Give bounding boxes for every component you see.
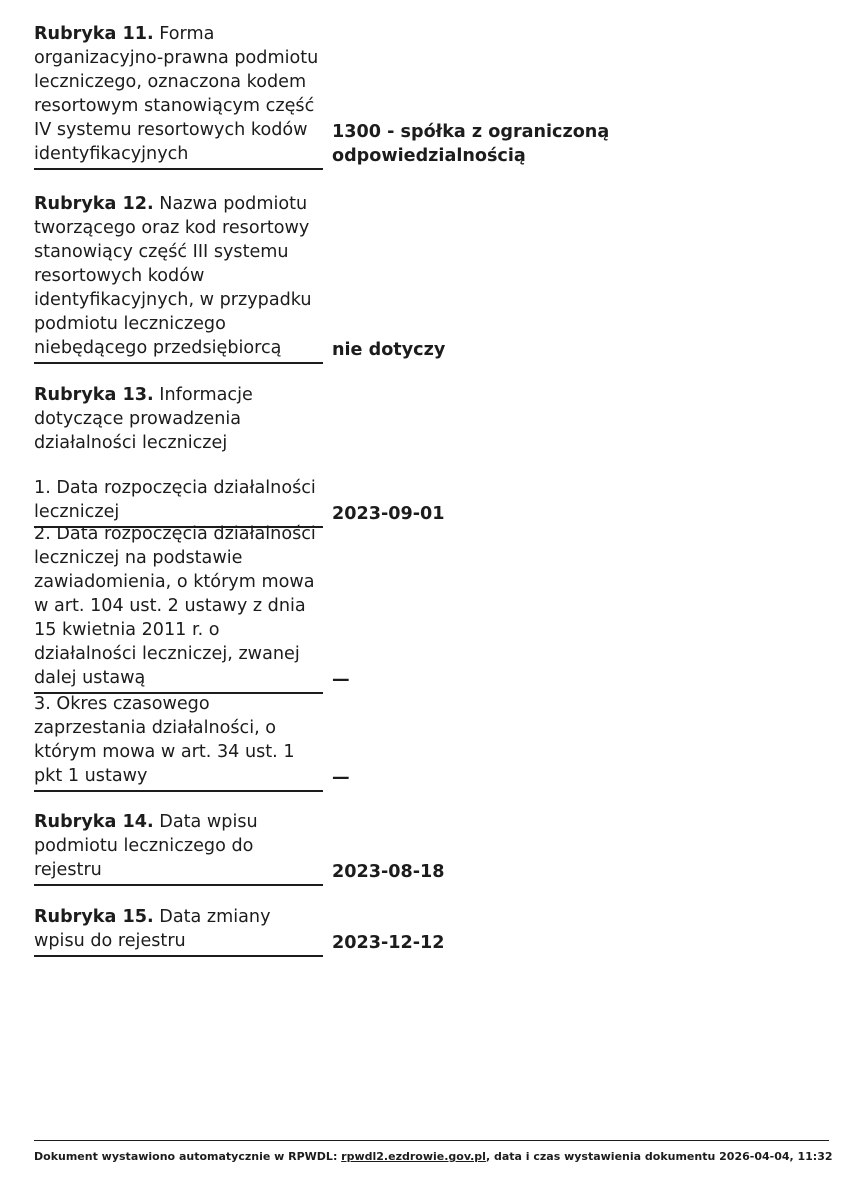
rubryka-12-text: Nazwa podmiotu tworzącego oraz kod resortowy stanowiący część III systemu resortowych kodów identyfikacyjnych, w przypadku podmiotu leczniczego niebędącego przedsiębiorcą — [34, 194, 312, 358]
rubryka-14-value: 2023-08-18 — [332, 862, 445, 882]
footer-link[interactable]: rpwdl2.ezdrowie.gov.pl — [341, 1150, 486, 1163]
rubryka-13-item-1-label: 1. Data rozpoczęcia działalności leczniczej — [34, 476, 323, 528]
footer-suffix: , data i czas wystawienia dokumentu 2026-04-04, 11:32 — [485, 1150, 833, 1163]
rubryka-11-title: Rubryka 11. — [34, 24, 154, 44]
rubryka-11-row — [34, 20, 674, 170]
rubryka-11-label — [34, 22, 323, 170]
rubryka-14-label — [34, 810, 323, 886]
rubryka-12-row — [34, 190, 674, 364]
rubryka-15-value: 2023-12-12 — [332, 933, 445, 953]
rubryka-15-title: Rubryka 15. — [34, 907, 154, 927]
rubryka-13-item-2-label: 2. Data rozpoczęcia działalności leczniczej na podstawie zawiadomienia, o którym mowa w art. 104 ust. 2 ustawy z dnia 15 kwietnia 2011 r. o działalności leczniczej, zwanej dalej ustawą — [34, 522, 323, 694]
rubryka-12-value: nie dotyczy — [332, 340, 446, 360]
rubryka-13-item-3-value: — — [332, 768, 350, 788]
rubryka-15-label — [34, 905, 323, 957]
rubryka-13-item-1-row — [34, 476, 674, 528]
rubryka-13-heading — [34, 383, 323, 455]
footer-prefix: Dokument wystawiono automatycznie w RPWDL: — [34, 1150, 342, 1163]
rubryka-13-item-3-row — [34, 694, 674, 792]
rubryka-13-item-2-value: — — [332, 670, 350, 690]
rubryka-14-text: Data wpisu podmiotu leczniczego do rejestru — [34, 812, 258, 880]
rubryka-12-title: Rubryka 12. — [34, 194, 154, 214]
rubryka-12-label — [34, 192, 323, 364]
rubryka-13-item-2-row — [34, 524, 674, 694]
rubryka-13-text: Informacje dotyczące prowadzenia działalności leczniczej — [34, 385, 253, 453]
footer-divider — [34, 1140, 829, 1141]
footer — [34, 1150, 833, 1164]
rubryka-14-row — [34, 810, 674, 886]
rubryka-11-value: 1300 - spółka z ograniczoną odpowiedzialnością — [332, 122, 610, 166]
rubryka-14-title: Rubryka 14. — [34, 812, 154, 832]
rubryka-13-item-1-value: 2023-09-01 — [332, 504, 445, 524]
rubryka-13-item-3-label: 3. Okres czasowego zaprzestania działalności, o którym mowa w art. 34 ust. 1 pkt 1 ustawy — [34, 692, 323, 792]
rubryka-15-text: Data zmiany wpisu do rejestru — [34, 907, 271, 951]
rubryka-11-text: Forma organizacyjno-prawna podmiotu leczniczego, oznaczona kodem resortowym stanowiącym część IV systemu resortowych kodów identyfikacyjnych — [34, 24, 319, 164]
rubryka-13-title: Rubryka 13. — [34, 385, 154, 405]
rubryka-15-row — [34, 905, 674, 957]
